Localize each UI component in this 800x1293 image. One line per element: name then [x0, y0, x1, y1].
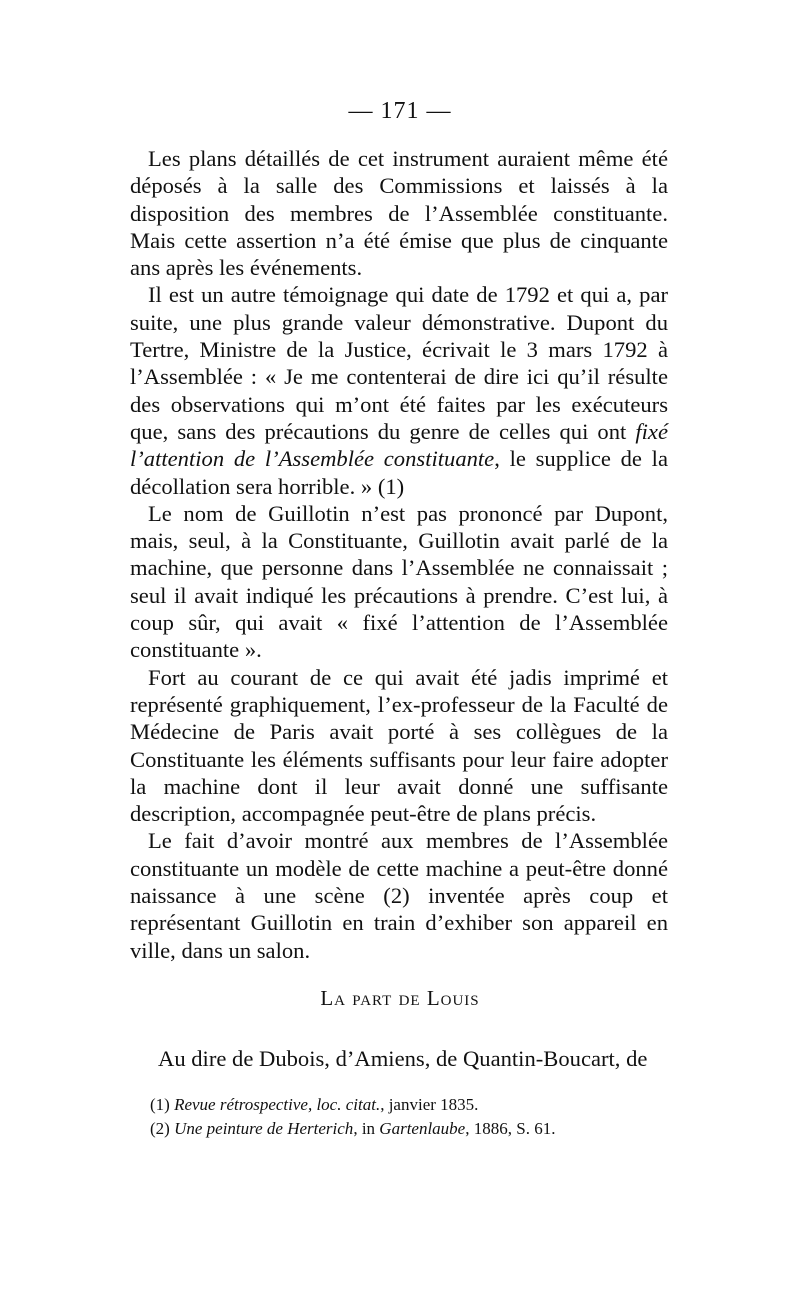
footnote-1	[150, 1093, 670, 1117]
paragraph-3: Le nom de Guillotin n’est pas prononcé par Dupont, mais, seul, à la Constituante, Guillotin avait parlé de la machine, que personne dans l’Assemblée ne connaissait ; seul il avait indiqué les précautions à prendre. C’est lui, à coup sûr, qui avait « fixé l’attention de l’Assemblée constituante ».	[130, 500, 668, 663]
footnote-2-journal: Gartenlaube	[379, 1119, 466, 1138]
footnotes	[150, 1093, 670, 1141]
footnote-2-rest: , 1886, S. 61.	[465, 1119, 556, 1138]
paragraph-2-end: , le supplice de la décollation sera horrible. » (1)	[130, 446, 668, 499]
paragraph-1: Les plans détaillés de cet instrument auraient même été déposés à la salle des Commissions et laissés à la disposition des membres de l’Assemblée constituante. Mais cette assertion n’a été émise que plus de cinquante ans après les événements.	[130, 146, 668, 281]
footnote-2	[150, 1117, 670, 1141]
paragraph-2	[130, 281, 668, 499]
paragraph-2-italic: fixé l’attention de l’Assemblée constituante	[130, 418, 668, 472]
footnote-2-title: Une peinture de Herterich	[174, 1119, 354, 1138]
footnote-2-marker: (2)	[150, 1119, 170, 1138]
section-heading: La part de Louis	[320, 986, 480, 1010]
paragraph-4: Fort au courant de ce qui avait été jadis imprimé et représenté graphiquement, l’ex-professeur de la Faculté de Médecine de Paris avait porté à ses collègues de la Constituante les éléments suffisants pour leur faire adopter la machine dont il leur avait donné une suffisante description, accompagnée peut-être de plans précis.	[130, 664, 668, 827]
paragraph-5: Le fait d’avoir montré aux membres de l’Assemblée constituante un modèle de cette machine a peut-être donné naissance à une scène (2) inventée après coup et représentant Guillotin en train d’exhiber son appareil en ville, dans un salon.	[130, 828, 668, 963]
footnote-1-rest: , janvier 1835.	[380, 1095, 479, 1114]
footnote-1-title: Revue rétrospective, loc. citat.	[174, 1095, 381, 1114]
page-number: — 171 —	[348, 98, 452, 124]
paragraph-2-text: Il est un autre témoignage qui date de 1792 et qui a, par suite, une plus grande valeur démonstrative. Dupont du Tertre, Ministre de la Justice, écrivait le 3 mars 1792 à l’Assemblée : « Je me contenterai de dire ici qu’il résulte des observations qui m’ont été faites par les exécuteurs que, sans des précautions du genre de celles qui ont	[130, 282, 668, 444]
footnote-1-marker: (1)	[150, 1095, 170, 1114]
paragraph-6-start: Au dire de Dubois, d’Amiens, de Quantin-Boucart, de	[158, 1046, 648, 1071]
footnote-2-mid: , in	[353, 1119, 380, 1138]
body-text	[130, 145, 668, 964]
